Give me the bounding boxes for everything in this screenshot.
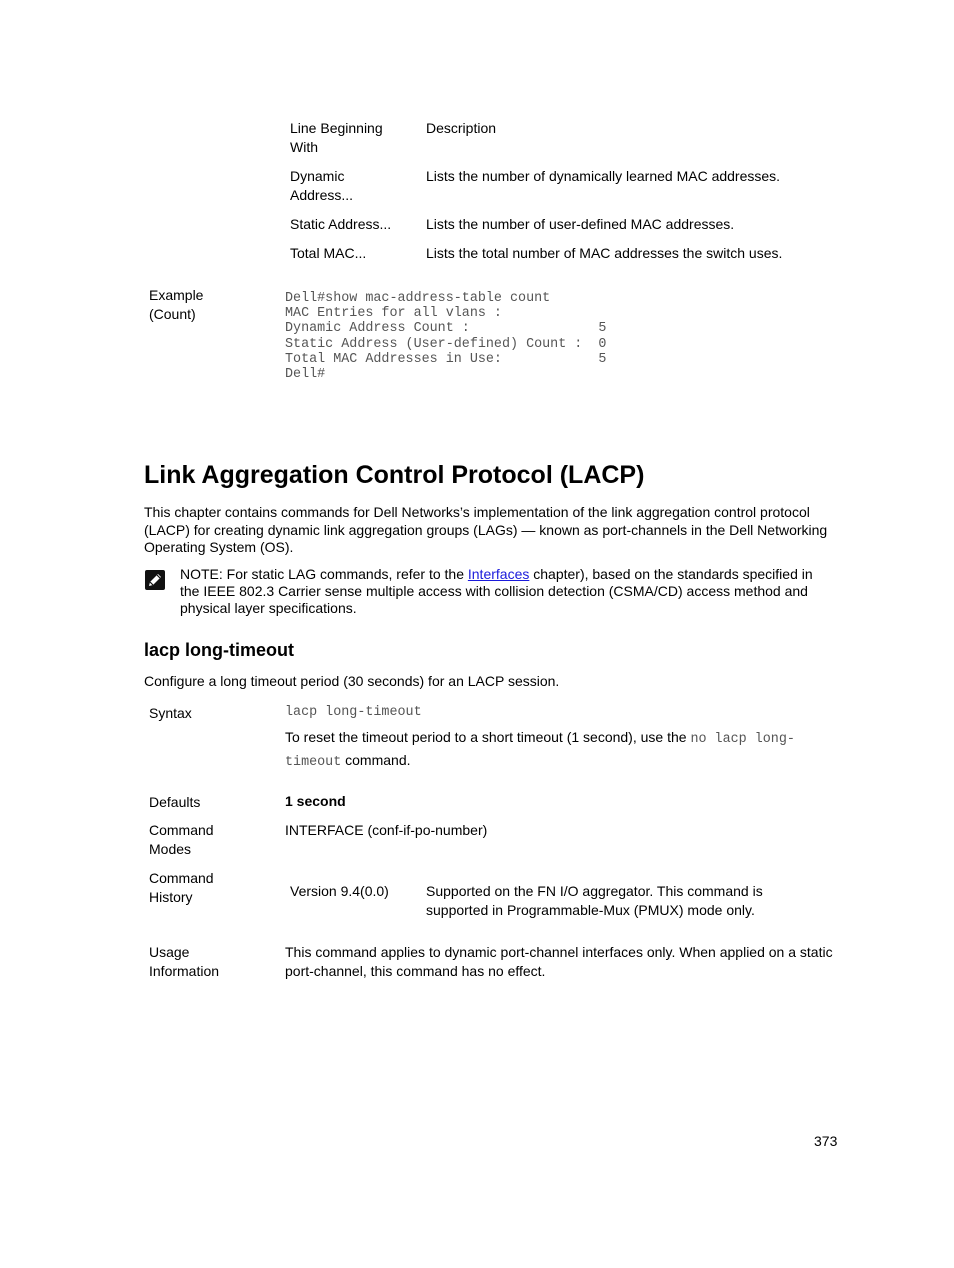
note-text	[180, 566, 835, 618]
pencil-note-icon	[144, 569, 166, 591]
syntax-note	[285, 727, 845, 773]
command-summary: Configure a long timeout period (30 seconds) for an LACP session.	[144, 673, 560, 689]
command-modes-label: Command Modes	[149, 822, 214, 857]
legend-description: Lists the number of user-defined MAC addresses.	[426, 216, 735, 232]
command-heading: lacp long-timeout	[144, 640, 294, 660]
syntax-note-after: command.	[341, 752, 411, 768]
example-label: Example (Count)	[149, 287, 204, 322]
history-version: Version 9.4(0.0)	[290, 883, 389, 899]
legend-header-term: Line Beginning With	[290, 120, 383, 155]
page-number: 373	[814, 1133, 838, 1149]
interfaces-link[interactable]: Interfaces	[467, 566, 530, 582]
history-description: Supported on the FN I/O aggregator. This command is supported in Programmable-Mux (PMUX) mode only.	[426, 883, 763, 918]
syntax-label: Syntax	[149, 705, 192, 721]
defaults-label: Defaults	[149, 794, 201, 810]
syntax-note-code: no lacp long-timeout	[285, 732, 795, 770]
legend-term: Dynamic Address...	[290, 168, 354, 203]
legend-term: Total MAC...	[290, 245, 367, 261]
usage-information-value: This command applies to dynamic port-channel interfaces only. When applied on a static port-channel, this command has no effect.	[285, 944, 833, 979]
note-label: NOTE:	[180, 566, 223, 582]
chapter-intro: This chapter contains commands for Dell Networks’s implementation of the link aggregation control protocol (LACP) for creating dynamic link aggregation groups (LAGs) — known as port-channels in the Dell Networking Operating System (OS).	[144, 504, 828, 555]
defaults-value: 1 second	[285, 793, 346, 809]
legend-header-description: Description	[426, 120, 497, 136]
chapter-title: Link Aggregation Control Protocol (LACP)	[144, 461, 645, 489]
legend-description: Lists the number of dynamically learned MAC addresses.	[426, 168, 781, 184]
legend-description: Lists the total number of MAC addresses the switch uses.	[426, 245, 783, 261]
note-text-before-link: For static LAG commands, refer to the	[222, 566, 468, 582]
syntax-code: lacp long-timeout	[285, 705, 422, 720]
example-code-block: Dell#show mac-address-table count MAC Entries for all vlans : Dynamic Address Count : 5 Static Address (User-defined) Count : 0 Total MAC Addresses in Use: 5 Dell#	[285, 291, 607, 383]
command-history-label: Command History	[149, 870, 214, 905]
usage-information-label: Usage Information	[149, 944, 220, 979]
note-text-after-link: chapter), based on the standards specified in the IEEE 802.3 Carrier sense multiple access with collision detection (CSMA/CD) access method and physical layer specifications.	[180, 566, 813, 617]
legend-term: Static Address...	[290, 216, 392, 232]
syntax-note-before: To reset the timeout period to a short timeout (1 second), use the	[285, 729, 691, 745]
command-modes-value: INTERFACE (conf-if-po-number)	[285, 822, 488, 838]
